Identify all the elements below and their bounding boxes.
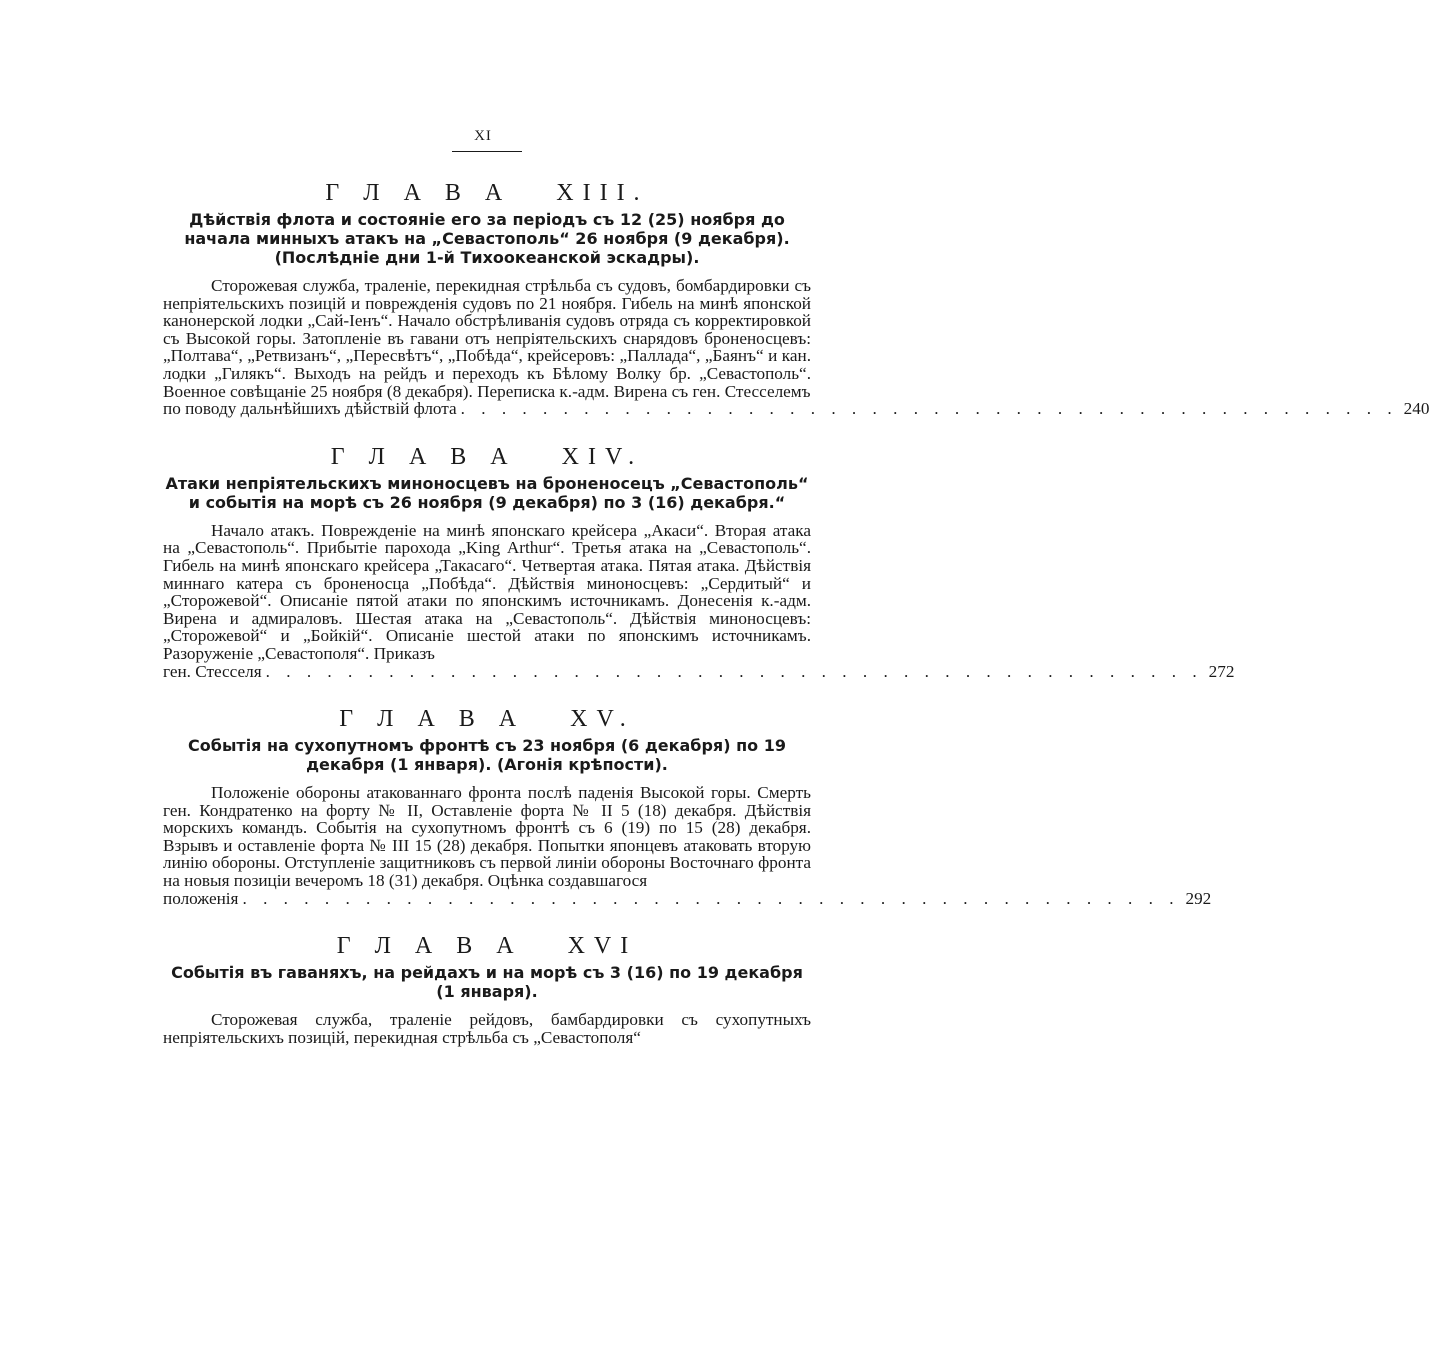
dot-leader: . . . . . . . . . . . . . . . . . . . . . . . . . . . . . . . . . . . . . . . . . . . . . .: [460, 399, 1398, 419]
chapter-title: Г Л А В А XIII.: [325, 180, 649, 206]
chapter-subtitle: Дѣйствія флота и состояніе его за періодъ съ 12 (25) ноября до начала минныхъ атакъ на „Севастополь“ 26 ноября (9 декабря). (Послѣдніе дни 1-й Тихоокеанской эскадры).: [184, 210, 790, 267]
chapter-summary: Сторожевая служба, траленіе, перекидная стрѣльба съ судовъ, бомбардировки съ непріятельскихъ позицій и поврежденія судовъ по 21 ноября. Гибель на минѣ японской канонерской лодки „Сай-Іенъ“. Начало обстрѣливанія судовъ отряда съ корректировкой съ Высокой горы. Затопленіе въ гавани отъ непріятельскихъ снарядовъ броненосцевъ: „Полтава“, „Ретвизанъ“, „Пересвѣтъ“, „Побѣда“, крейсеровъ: „Паллада“, „Баянъ“ и кан. лодки „Гилякъ“. Выходъ на рейдъ и переходъ къ Бѣлому Волку бр. „Севастополь“. Военное совѣщаніе 25 ноября (8 декабря). Переписка к.-адм. Вирена съ ген. Стесселемъ: [163, 276, 811, 401]
dot-leader: . . . . . . . . . . . . . . . . . . . . . . . . . . . . . . . . . . . . . . . . . . . . . .: [242, 888, 1180, 908]
chapter-subtitle: Событія на сухопутномъ фронтѣ съ 23 ноября (6 декабря) по 19 декабря (1 января). (Агонія крѣпости).: [188, 736, 786, 775]
chapter-page-reference: [163, 399, 1429, 419]
chapter-title: Г Л А В А XIV.: [330, 443, 644, 470]
chapter-summary: Положеніе обороны атакованнаго фронта послѣ паденія Высокой горы. Смерть ген. Кондратенко на форту № II, Оставленіе форта № II 5 (18) декабря. Дѣйствія морскихъ командъ. Событія на сухопутномъ фронтѣ съ 6 (19) по 15 (28) декабря. Взрывъ и оставленіе форта № III 15 (28) декабря. Попытки японцевъ атаковать вторую линію обороны. Отступленіе защитниковъ съ первой линіи обороны Восточнаго фронта на новыя позиціи вечеромъ 18 (31) декабря. Оцѣнка создавшагося: [163, 783, 811, 891]
chapter-title: Г Л А В А XV.: [339, 706, 635, 733]
chapter-subtitle: Атаки непріятельскихъ миноносцевъ на броненосецъ „Севастополь“ и событія на морѣ съ 26 ноября (9 декабря) по 3 (16) декабря.“: [165, 473, 809, 512]
chapter-page-reference: [163, 888, 1212, 908]
reference-last-line: положенія: [163, 888, 239, 908]
chapter-15: [163, 704, 1212, 908]
page-ref-number: 240: [1403, 399, 1429, 419]
page-ref-number: 272: [1208, 661, 1235, 681]
chapter-summary: Сторожевая служба, траленіе рейдовъ, бамбардировки съ сухопутныхъ непріятельскихъ позицій, перекидная стрѣльба съ „Севастополя“: [163, 1010, 811, 1047]
chapter-summary: Начало атакъ. Поврежденіе на минѣ японскаго крейсера „Акаси“. Вторая атака на „Севастополь“. Прибытіе парохода „King Arthur“. Третья атака на „Севастополь“. Гибель на минѣ японскаго крейсера „Такасаго“. Четвертая атака. Пятая атака. Дѣйствія миннаго катера съ броненосца „Побѣда“. Дѣйствія миноносцевъ: „Сердитый“ и „Сторожевой“. Описаніе пятой атаки по японскимъ источникамъ. Донесенія к.-адм. Вирена и адмираловъ. Шестая атака на „Севастополь“. Дѣйствія миноносцевъ: „Сторожевой“ и „Бойкій“. Описаніе шестой атаки по японскимъ источникамъ. Разоруженіе „Севастополя“. Приказъ: [163, 520, 811, 663]
page-number-rule: [452, 151, 522, 152]
chapter-13: [163, 178, 1429, 419]
chapter-14: [163, 442, 1235, 681]
dot-leader: . . . . . . . . . . . . . . . . . . . . . . . . . . . . . . . . . . . . . . . . . . . . . .: [265, 661, 1203, 681]
chapter-title: Г Л А В А XVI: [336, 933, 638, 960]
chapter-page-reference: [163, 661, 1235, 681]
page-number: XI: [474, 128, 492, 144]
reference-last-line: ген. Стесселя: [163, 661, 262, 681]
reference-last-line: по поводу дальнѣйшихъ дѣйствій флота: [163, 399, 457, 419]
chapter-subtitle: Событія въ гаваняхъ, на рейдахъ и на морѣ съ 3 (16) по 19 декабря (1 января).: [171, 963, 803, 1002]
document-page: [163, 128, 1429, 1047]
chapter-16: [163, 931, 811, 1046]
page-ref-number: 292: [1185, 888, 1212, 908]
